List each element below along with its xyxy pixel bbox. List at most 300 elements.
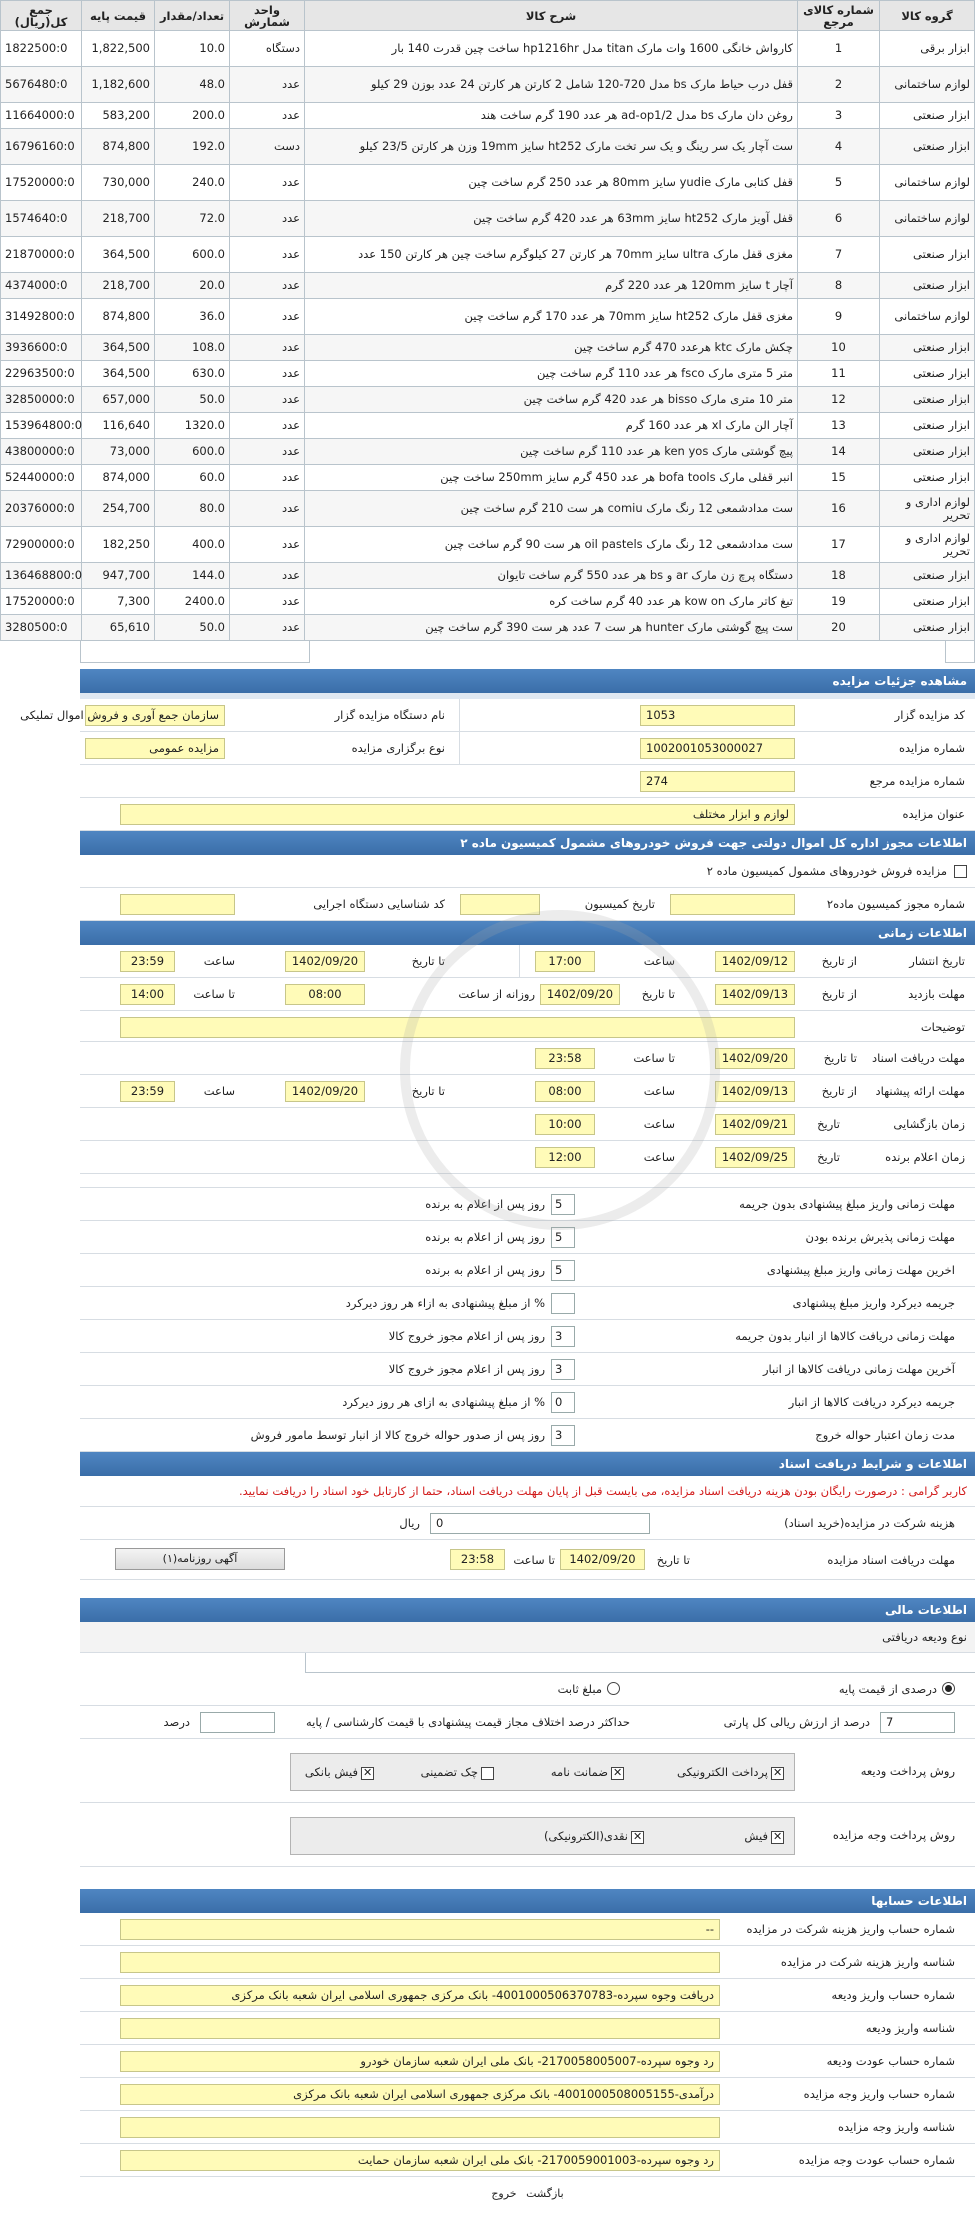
cell-price: 218,700 [82,201,155,237]
col-qty: تعداد/مقدار [155,1,230,31]
price-method-label: نقدی(الکترونیکی) [543,1829,628,1843]
offer-row [80,1075,975,1108]
cell-desc: متر 5 متری مارک fsco هر عدد 110 گرم ساخت چین [305,361,798,387]
cell-unit: عدد [230,299,305,335]
percent-row [80,1706,975,1739]
number-field[interactable]: 1002001053000027 [640,738,795,759]
cell-price: 182,250 [82,527,155,563]
spacer [80,1653,975,1673]
table-row [1,527,975,563]
exec-id-field[interactable] [120,894,235,915]
account-label: شناسه واریز وجه مزایده [837,2120,955,2134]
cell-qty: 144.0 [155,563,230,589]
accounts-block [80,1913,975,2177]
from-date-label: از تاریخ [821,987,857,1001]
account-field[interactable]: رد وجوه سپرده-2170059001003- بانک ملی ایران شعبه سازمان حمایت [120,2150,720,2171]
cell-group: ابزار صنعتی [880,361,975,387]
fixed-radio[interactable] [607,1682,620,1695]
cell-unit: عدد [230,589,305,615]
offer-to-time-field[interactable]: 23:59 [120,1081,175,1102]
cell-price: 364,500 [82,361,155,387]
cell-row: 1 [798,31,880,67]
deadline-label: مهلت زمانی دریافت کالاها از انبار بدون جریمه [735,1329,955,1343]
cell-row: 13 [798,413,880,439]
docs-to-time-field[interactable]: 23:58 [535,1048,595,1069]
account-label: شماره حساب عودت ودیعه [826,2054,955,2068]
cell-unit: عدد [230,615,305,641]
cell-desc: متر 10 متری مارک bisso هر عدد 420 گرم ساخت چین [305,387,798,413]
price-methods-row [80,1803,975,1867]
cell-unit: عدد [230,273,305,299]
daily-from-label: روزانه از ساعت [458,987,535,1001]
account-label: شناسه واریز ودیعه [865,2021,955,2035]
table-row [1,67,975,103]
permit-no-field[interactable] [670,894,795,915]
deadline-suffix: روز پس از اعلام مجوز خروج کالا [388,1362,545,1376]
deadline-row [80,1254,975,1287]
winner-time-field[interactable]: 12:00 [535,1147,595,1168]
cell-group: ابزار صنعتی [880,335,975,361]
cell-total: 1574640:0 [1,201,82,237]
cell-row: 19 [798,589,880,615]
cell-group: ابزار برقی [880,31,975,67]
cell-row: 14 [798,439,880,465]
spacer [80,1867,975,1889]
cell-qty: 108.0 [155,335,230,361]
offer-from-field[interactable]: 1402/09/13 [715,1081,795,1102]
to-date-label: تا تاریخ [411,954,445,968]
cell-unit: عدد [230,491,305,527]
deadline-field[interactable]: 0 [551,1392,575,1413]
winner-label: زمان اعلام برنده [885,1150,965,1164]
details-row-code [20,699,975,732]
cell-row: 18 [798,563,880,589]
cell-total: 153964800:0 [1,413,82,439]
code-field[interactable]: 1053 [640,705,795,726]
ref-field[interactable]: 274 [640,771,795,792]
cell-group: ابزار صنعتی [880,129,975,165]
cell-total: 22963500:0 [1,361,82,387]
cell-price: 364,500 [82,335,155,361]
cell-total: 5676480:0 [1,67,82,103]
permit-date-field[interactable] [460,894,540,915]
account-label: شماره حساب واریز وجه مزایده [803,2087,955,2101]
cell-total: 72900000:0 [1,527,82,563]
deadlines-block [80,1188,975,1452]
org-field[interactable]: سازمان جمع آوری و فروش اموال تملیکی [85,705,225,726]
deadline-label: جریمه دیرکرد واریز مبلغ پیشنهادی [792,1296,955,1310]
max-diff-field[interactable] [200,1712,275,1733]
visit-daily-to-field[interactable]: 14:00 [120,984,175,1005]
deadline-row [80,1419,975,1452]
checkbox-icon[interactable] [481,1767,494,1780]
cell-price: 1,822,500 [82,31,155,67]
to-hour-label: تا ساعت [633,1051,675,1065]
cell-qty: 600.0 [155,439,230,465]
deadline-label: اخرین مهلت زمانی واریز مبلغ پیشنهادی [766,1263,955,1277]
cell-qty: 240.0 [155,165,230,201]
cell-price: 1,182,600 [82,67,155,103]
cell-qty: 50.0 [155,387,230,413]
deadline-label: مهلت زمانی واریز مبلغ پیشنهادی بدون جریمه [739,1197,955,1211]
cell-price: 874,000 [82,465,155,491]
deposit-type-row [80,1622,975,1653]
table-row [1,465,975,491]
date-label: تاریخ [817,1150,840,1164]
deadline-suffix: روز پس از اعلام مجوز خروج کالا [388,1329,545,1343]
account-label: شماره حساب عودت وجه مزایده [798,2153,955,2167]
deposit-method-label: پرداخت الکترونیکی [677,1765,768,1779]
cell-row: 2 [798,67,880,103]
col-row: شماره کالای مرجع [798,1,880,31]
cell-row: 6 [798,201,880,237]
deposit-methods-box [290,1753,795,1791]
cell-qty: 400.0 [155,527,230,563]
deposit-method-option[interactable] [421,1765,494,1780]
table-row [1,273,975,299]
cell-total: 21870000:0 [1,237,82,273]
hour-label: ساعت [643,1117,675,1131]
cell-qty: 200.0 [155,103,230,129]
account-field[interactable]: رد وجوه سپرده-2170058005007- بانک ملی ایران شعبه سازمان خودرو [120,2051,720,2072]
code-label: کد مزایده گزار [894,708,965,722]
desc-label: توضیحات [920,1020,965,1034]
to-date-label: تا تاریخ [641,987,675,1001]
cell-qty: 600.0 [155,237,230,273]
open-date-field[interactable]: 1402/09/21 [715,1114,795,1135]
account-row [80,1913,975,1946]
table-row [1,299,975,335]
footer-cell [80,641,310,663]
items-table [0,0,975,641]
fixed-radio-label: مبلغ ثابت [557,1682,602,1696]
cell-desc: قفل درب حیاط مارک bs مدل 720-120 شامل 2 کارتن هر کارتن 24 عدد بوزن 29 کیلو [305,67,798,103]
price-methods-label: روش پرداخت وجه مزایده [832,1828,955,1842]
deadline-row [80,1287,975,1320]
col-unit: واحد شمارش [230,1,305,31]
percent-radio[interactable] [942,1682,955,1695]
cell-price: 65,610 [82,615,155,641]
docs-to-field[interactable]: 1402/09/20 [715,1048,795,1069]
deadline-field[interactable]: 5 [551,1194,575,1215]
cell-total: 20376000:0 [1,491,82,527]
cell-group: ابزار صنعتی [880,273,975,299]
cell-group: ابزار صنعتی [880,465,975,491]
deadline-field[interactable]: 3 [551,1425,575,1446]
publish-from-field[interactable]: 1402/09/12 [715,951,795,972]
deadline-row [80,1386,975,1419]
docs-deadline-row [80,1540,975,1580]
col-price: قیمت پایه [82,1,155,31]
hour-label: ساعت [203,1084,235,1098]
cell-row: 10 [798,335,880,361]
desc-field[interactable] [120,1017,795,1038]
cell-desc: آچار الن مارک xl هر عدد 160 گرم [305,413,798,439]
newspaper-ad-button[interactable]: آگهی روزنامه(۱) [115,1548,285,1570]
deposit-methods-label: روش پرداخت ودیعه [860,1764,955,1778]
cell-row: 11 [798,361,880,387]
account-row [80,1979,975,2012]
deadline-field[interactable] [551,1293,575,1314]
date-label: تاریخ [817,1117,840,1131]
cell-row: 20 [798,615,880,641]
table-row [1,563,975,589]
fee-field[interactable]: 0 [430,1513,650,1534]
cell-row: 4 [798,129,880,165]
col-desc: شرح کالا [305,1,798,31]
exec-id-label: کد شناسایی دستگاه اجرایی [313,897,445,911]
to-hour-label: تا ساعت [193,987,235,1001]
cell-desc: چکش مارک ktc هرعدد 470 گرم ساخت چین [305,335,798,361]
table-row [1,491,975,527]
cell-total: 1822500:0 [1,31,82,67]
cell-desc: مغزی قفل مارک ht252 سایز 70mm هر عدد 170 گرم ساخت چین [305,299,798,335]
cell-group: ابزار صنعتی [880,103,975,129]
cell-total: 43800000:0 [1,439,82,465]
cell-row: 9 [798,299,880,335]
cell-qty: 72.0 [155,201,230,237]
cell-price: 364,500 [82,237,155,273]
deadline-row [80,1221,975,1254]
cell-group: ابزار صنعتی [880,237,975,273]
table-row [1,439,975,465]
checkbox-icon[interactable] [771,1767,784,1780]
deposit-type-label: نوع ودیعه دریافتی [882,1630,967,1644]
visit-row [80,978,975,1011]
docs-time-row [80,1042,975,1075]
winner-date-field[interactable]: 1402/09/25 [715,1147,795,1168]
desc-row [80,1011,975,1042]
cell-group: ابزار صنعتی [880,589,975,615]
to-hour-label: تا ساعت [513,1553,555,1567]
cell-row: 12 [798,387,880,413]
fee-row [80,1507,975,1540]
details-row-subject [80,798,975,831]
cell-total: 32850000:0 [1,387,82,413]
docs-notice-row [80,1476,975,1507]
cell-price: 254,700 [82,491,155,527]
details-row-number [80,732,975,765]
permit-check-row [80,855,975,888]
cell-unit: عدد [230,103,305,129]
cell-unit: عدد [230,387,305,413]
cell-desc: قفل کتابی مارک yudie سایز 80mm هر عدد 250 گرم ساخت چین [305,165,798,201]
docs-deadline-time-field[interactable]: 23:58 [450,1549,505,1570]
percent-field[interactable]: 7 [880,1712,955,1733]
table-row [1,335,975,361]
cell-group: لوازم اداری و تحریر [880,527,975,563]
permit-check-label: مزایده فروش خودروهای مشمول کمیسیون ماده ۲ [706,864,947,878]
spacer [80,1174,975,1188]
docs-notice: کاربر گرامی : درصورت رایگان بودن هزینه دریافت اسناد مزایده، می بایست قبل از پایان مهلت دریافت اسناد، حتما از کارتابل خود اسناد را دریافت نمایید. [238,1484,967,1498]
cell-price: 116,640 [82,413,155,439]
timing-section-header: اطلاعات زمانی [80,921,975,945]
cell-row: 3 [798,103,880,129]
offer-to-field[interactable]: 1402/09/20 [285,1081,365,1102]
deadline-field[interactable]: 5 [551,1227,575,1248]
winner-row [80,1141,975,1174]
account-field[interactable]: درآمدی-4001000508005155- بانک مرکزی جمهوری اسلامی ایران شعبه بانک مرکزی [120,2084,720,2105]
cell-group: لوازم ساختمانی [880,201,975,237]
account-label: شماره حساب واریز ودیعه [831,1988,955,2002]
table-row [1,413,975,439]
cell-qty: 192.0 [155,129,230,165]
type-field[interactable]: مزایده عمومی [85,738,225,759]
cell-row: 5 [798,165,880,201]
account-field[interactable]: -- [120,1919,720,1940]
cell-price: 947,700 [82,563,155,589]
deadline-field[interactable]: 3 [551,1359,575,1380]
divider [459,732,460,764]
cell-row: 16 [798,491,880,527]
table-row [1,201,975,237]
cell-group: ابزار صنعتی [880,439,975,465]
account-label: شناسه واریز هزینه شرکت در مزایده [780,1955,955,1969]
subject-field[interactable]: لوازم و ابزار مختلف [120,804,795,825]
cell-price: 73,000 [82,439,155,465]
col-total: جمع کل(ریال) [1,1,82,31]
deadline-row [80,1188,975,1221]
fee-unit: ریال [399,1516,420,1530]
publish-to-field[interactable]: 1402/09/20 [285,951,365,972]
cell-desc: کارواش خانگی 1600 وات مارک titan مدل hp1216hr ساخت چین قدرت 140 بار [305,31,798,67]
to-date-label: تا تاریخ [656,1553,690,1567]
publish-from-time-field[interactable]: 17:00 [535,951,595,972]
deposit-method-option[interactable] [551,1765,624,1780]
checkbox-icon[interactable] [361,1767,374,1780]
deadline-row [80,1320,975,1353]
visit-to-field[interactable]: 1402/09/20 [540,984,620,1005]
footer [80,2177,975,2217]
offer-from-time-field[interactable]: 08:00 [535,1081,595,1102]
cell-unit: دست [230,129,305,165]
cell-price: 874,800 [82,299,155,335]
cell-group: لوازم ساختمانی [880,299,975,335]
cell-group: لوازم ساختمانی [880,165,975,201]
cell-total: 11664000:0 [1,103,82,129]
deposit-method-label: ضمانت نامه [550,1765,608,1779]
deposit-kind-row [80,1673,975,1706]
account-row [80,2012,975,2045]
cell-qty: 10.0 [155,31,230,67]
financial-section-header: اطلاعات مالی [80,1598,975,1622]
cell-desc: تیغ کاتر مارک kow on هر عدد 40 گرم ساخت کره [305,589,798,615]
deadline-label: مهلت زمانی پذیرش برنده بودن [805,1230,955,1244]
account-row [80,2144,975,2177]
offer-label: مهلت ارائه پیشنهاد [875,1084,965,1098]
exit-link[interactable]: خروج [491,2187,517,2200]
visit-from-field[interactable]: 1402/09/13 [715,984,795,1005]
account-field[interactable] [120,1952,720,1973]
cell-desc: مغزی قفل مارک ultra سایز 70mm هر کارتن 27 کیلوگرم ساخت چین هر کارتن 150 عدد [305,237,798,273]
cell-row: 7 [798,237,880,273]
open-row [80,1108,975,1141]
cell-total: 31492800:0 [1,299,82,335]
publish-label: تاریخ انتشار [909,954,965,968]
open-time-field[interactable]: 10:00 [535,1114,595,1135]
back-link[interactable]: بازگشت [526,2187,564,2200]
percent-radio-label: درصدی از قیمت پایه [838,1682,937,1696]
cell-unit: عدد [230,361,305,387]
account-field[interactable] [120,2117,720,2138]
cell-unit: عدد [230,237,305,273]
price-method-label: فیش [744,1829,768,1843]
permit-checkbox[interactable] [954,865,967,878]
table-row [1,361,975,387]
table-row [1,237,975,273]
deadline-suffix: روز پس از اعلام به برنده [425,1230,545,1244]
deadline-suffix: روز پس از صدور حواله خروج کالا از انبار توسط مامور فروش [250,1428,545,1442]
deadline-field[interactable]: 3 [551,1326,575,1347]
hour-label: ساعت [643,954,675,968]
number-label: شماره مزایده [899,741,965,755]
cell-unit: عدد [230,201,305,237]
cell-price: 583,200 [82,103,155,129]
deposit-method-option[interactable] [677,1765,784,1780]
cell-row: 17 [798,527,880,563]
account-row [80,2045,975,2078]
publish-row [80,945,975,978]
table-row [1,165,975,201]
deadline-field[interactable]: 5 [551,1260,575,1281]
cell-desc: ست مدادشمعی 12 رنگ مارک comiu هر ست 210 گرم ساخت چین [305,491,798,527]
table-row [1,615,975,641]
cell-desc: دستگاه پرچ زن مارک ar و bs هر عدد 550 گرم ساخت تایوان [305,563,798,589]
cell-unit: عدد [230,67,305,103]
price-method-option[interactable] [544,1829,644,1844]
docs-deadline-date-field[interactable]: 1402/09/20 [560,1549,645,1570]
items-table-body [1,31,975,641]
checkbox-icon[interactable] [771,1831,784,1844]
checkbox-icon[interactable] [631,1831,644,1844]
cell-total: 136468800:0 [1,563,82,589]
cell-desc: ست مدادشمعی 12 رنگ مارک oil pastels هر ست 90 گرم ساخت چین [305,527,798,563]
docs-deadline-label: مهلت دریافت اسناد مزایده [827,1553,955,1567]
subject-label: عنوان مزایده [902,807,965,821]
max-diff-unit: درصد [163,1715,190,1729]
deposit-method-label: فیش بانکی [304,1765,358,1779]
cell-total: 16796160:0 [1,129,82,165]
publish-to-time-field[interactable]: 23:59 [120,951,175,972]
deposit-method-option[interactable] [305,1765,374,1780]
cell-qty: 1320.0 [155,413,230,439]
permit-section-header: اطلاعات مجوز اداره کل اموال دولتی جهت فروش خودروهای مشمول کمیسیون ماده ۲ [80,831,975,855]
footer-cell [945,641,975,663]
to-date-label: تا تاریخ [411,1084,445,1098]
cell-qty: 80.0 [155,491,230,527]
details-section-header: مشاهده جزئیات مزایده [80,669,975,693]
cell-unit: عدد [230,165,305,201]
table-footer-gap [80,641,975,669]
deadline-suffix: روز پس از اعلام به برنده [425,1197,545,1211]
permit-fields-row [80,888,975,921]
deadline-suffix: روز پس از اعلام به برنده [425,1263,545,1277]
from-date-label: از تاریخ [821,954,857,968]
visit-daily-from-field[interactable]: 08:00 [285,984,365,1005]
table-row [1,589,975,615]
hour-label: ساعت [203,954,235,968]
checkbox-icon[interactable] [611,1767,624,1780]
deadline-label: آخرین مهلت زمانی دریافت کالاها از انبار [762,1362,955,1376]
price-method-option[interactable] [744,1829,784,1844]
ref-label: شماره مزایده مرجع [869,774,965,788]
account-field[interactable] [120,2018,720,2039]
cell-unit: عدد [230,563,305,589]
cell-unit: دستگاه [230,31,305,67]
account-field[interactable]: دریافت وجوه سپرده-4001000506370783- بانک مرکزی جمهوری اسلامی ایران شعبه بانک مرکزی [120,1985,720,2006]
deposit-methods-row [80,1739,975,1803]
from-date-label: از تاریخ [821,1084,857,1098]
